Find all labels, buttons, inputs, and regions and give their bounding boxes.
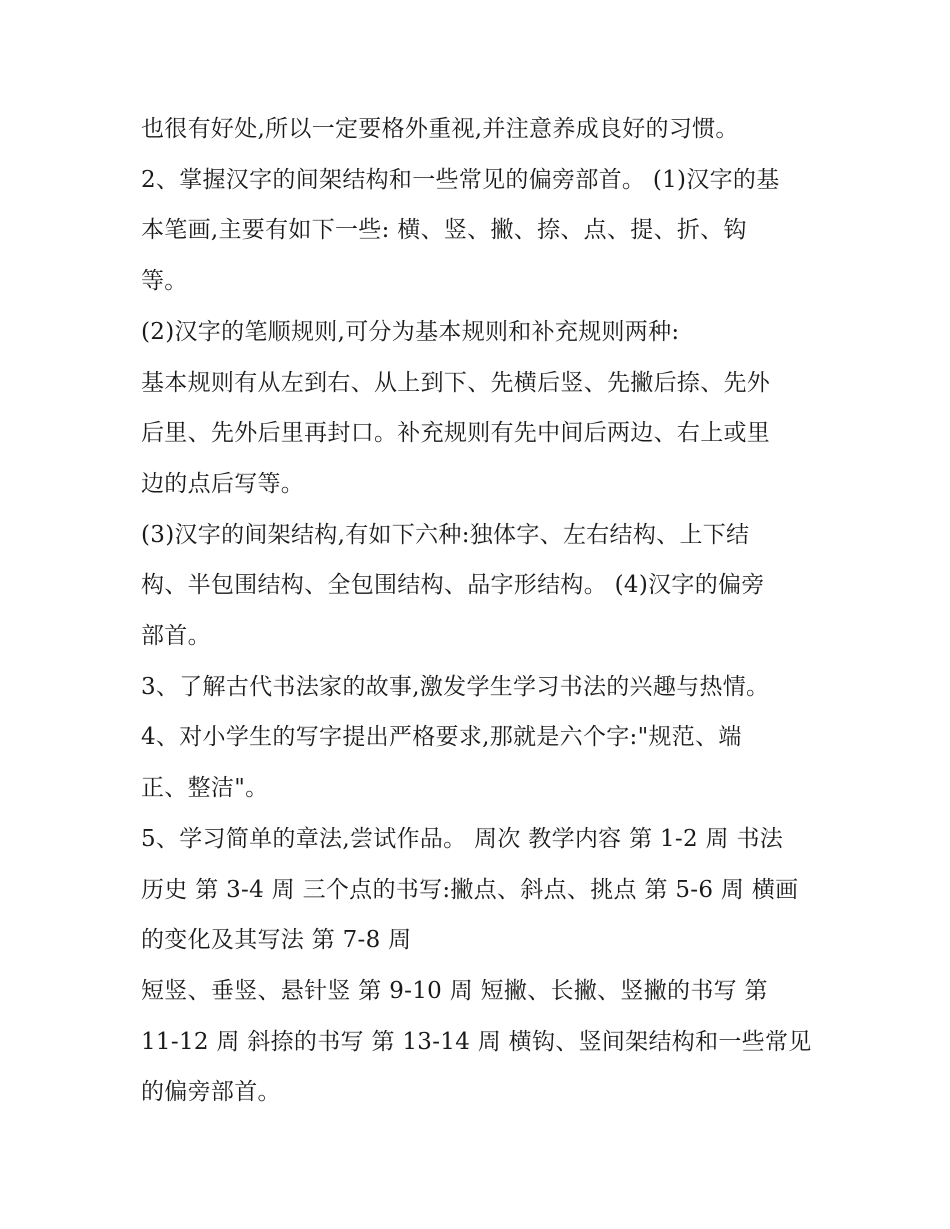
text-line-2: 2、掌握汉字的间架结构和一些常见的偏旁部首。 (1)汉字的基: [141, 167, 780, 193]
text-line-5: (2)汉字的笔顺规则,可分为基本规则和补充规则两种:: [141, 319, 680, 345]
text-line-10: 构、半包围结构、全包围结构、品字形结构。 (4)汉字的偏旁: [141, 572, 765, 598]
text-line-3: 本笔画,主要有如下一些: 横、竖、撇、捺、点、提、折、钩: [141, 217, 747, 243]
text-line-4: 等。: [141, 268, 188, 294]
text-line-12: 3、了解古代书法家的故事,激发学生学习书法的兴趣与热情。: [141, 674, 770, 700]
text-line-16: 历史 第 3-4 周 三个点的书写:撇点、斜点、挑点 第 5-6 周 横画: [141, 877, 799, 903]
text-line-19: 11-12 周 斜捺的书写 第 13-14 周 横钩、竖间架结构和一些常见: [141, 1029, 812, 1055]
text-line-13: 4、对小学生的写字提出严格要求,那就是六个字:"规范、端: [141, 724, 742, 750]
text-line-11: 部首。: [141, 623, 211, 649]
text-line-17: 的变化及其写法 第 7-8 周: [141, 927, 412, 953]
text-line-1: 也很有好处,所以一定要格外重视,并注意养成良好的习惯。: [141, 116, 739, 142]
text-line-8: 边的点后写等。: [141, 471, 305, 497]
text-line-7: 后里、先外后里再封口。补充规则有先中间后两边、右上或里: [141, 420, 771, 446]
text-line-9: (3)汉字的间架结构,有如下六种:独体字、左右结构、上下结: [141, 522, 750, 548]
text-line-6: 基本规则有从左到右、从上到下、先横后竖、先撇后捺、先外: [141, 370, 771, 396]
text-line-15: 5、学习简单的章法,尝试作品。 周次 教学内容 第 1-2 周 书法: [141, 826, 784, 852]
text-line-18: 短竖、垂竖、悬针竖 第 9-10 周 短撇、长撇、竖撇的书写 第: [141, 978, 768, 1004]
text-line-20: 的偏旁部首。: [141, 1079, 281, 1105]
text-line-14: 正、整洁"。: [141, 775, 269, 801]
